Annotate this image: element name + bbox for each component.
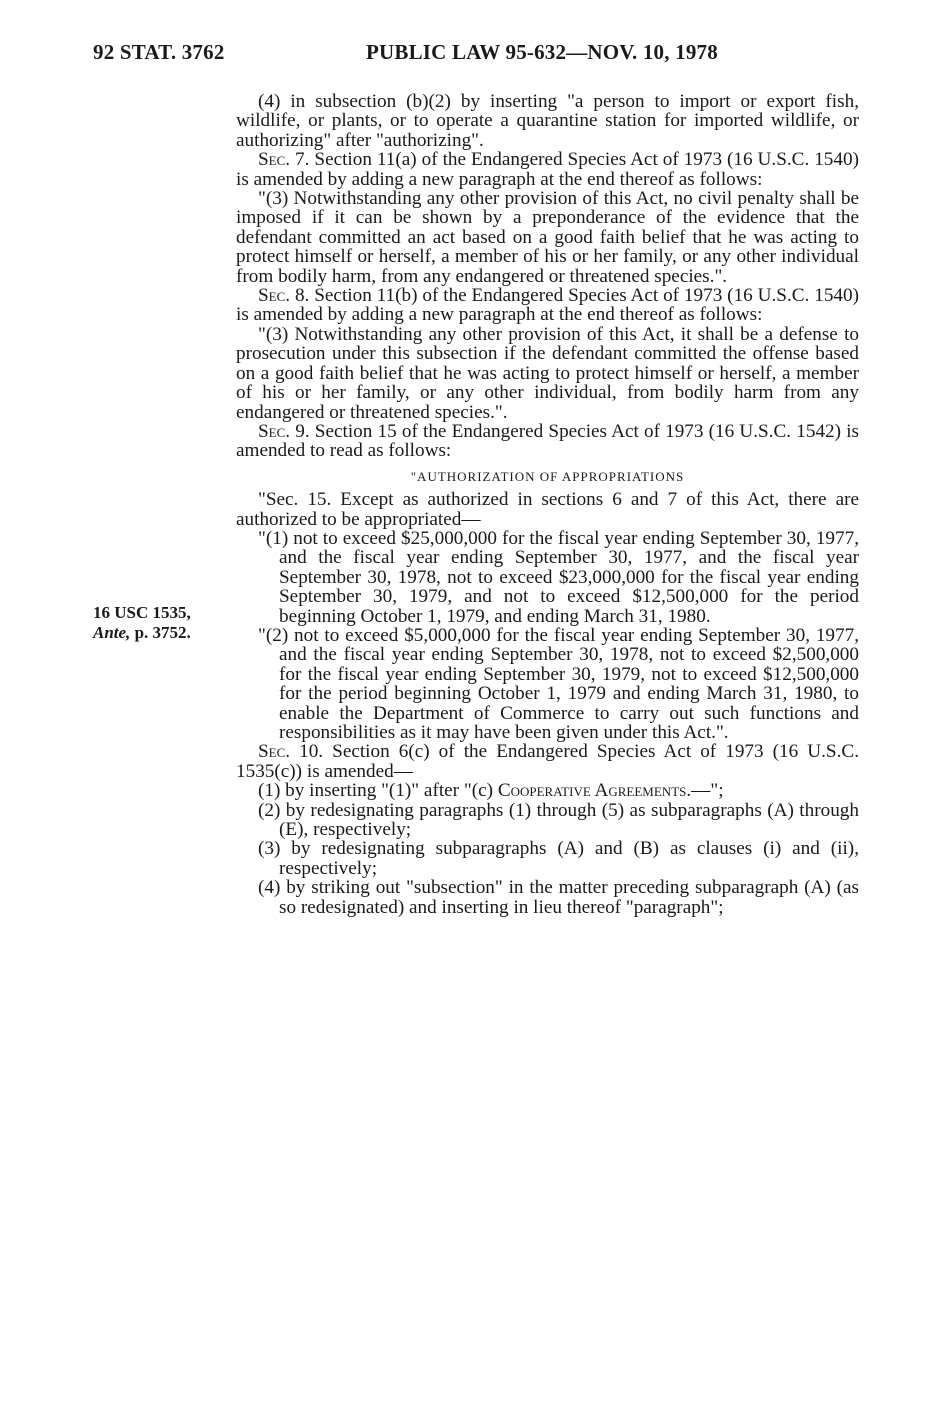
section-7-quote: "(3) Notwithstanding any other provision of this Act, no civil penalty shall be imposed if it can be shown by a preponderance of the evidence that the defendant committed an act based on a good faith belief that he was acting to protect himself or herself, a member of his or her family, or any other individual from bodily harm, from any endangered or threatened species.". xyxy=(236,188,859,287)
section-15-para-1: "(1) not to exceed $25,000,000 for the fiscal year ending September 30, 1977, and the fiscal year ending September 30, 1977, and the fiscal year September 30, 1978, not to exceed $23,000,000 for the fiscal year ending September 30, 1979, and not to exceed $12,500,000 for the period beginning October 1, 1979, and ending March 31, 1980. xyxy=(258,527,859,627)
page-citation: 92 STAT. 3762 xyxy=(93,40,225,64)
section-9: Sec. 9. Section 15 of the Endangered Species Act of 1973 (16 U.S.C. 1542) is amended to read as follows: xyxy=(236,420,859,462)
margin-note-reference: Ante, p. 3752. xyxy=(93,623,191,642)
section-7: Sec. 7. Section 11(a) of the Endangered Species Act of 1973 (16 U.S.C. 1540) is amended by adding a new paragraph at the end thereof as follows: xyxy=(236,149,859,190)
section-15-intro: "Sec. 15. Except as authorized in sections 6 and 7 of this Act, there are authorized to be appropriated— xyxy=(236,489,859,530)
section-10: Sec. 10. Section 6(c) of the Endangered Species Act of 1973 (16 U.S.C. 1535(c)) is amended— xyxy=(236,741,859,782)
running-head: PUBLIC LAW 95-632—NOV. 10, 1978 xyxy=(366,40,718,64)
margin-note xyxy=(93,603,191,643)
section-8: Sec. 8. Section 11(b) of the Endangered Species Act of 1973 (16 U.S.C. 1540) is amended by adding a new paragraph at the end thereof as follows: xyxy=(236,285,859,326)
section-10-item-1: (1) by inserting "(1)" after "(c) Cooperative Agreements.—"; xyxy=(258,780,724,802)
section-10-item-3: (3) by redesignating subparagraphs (A) and (B) as clauses (i) and (ii), respectively; xyxy=(258,838,859,879)
statute-body xyxy=(236,92,859,917)
margin-note-citation: 16 USC 1535, xyxy=(93,603,191,622)
section-8-quote: "(3) Notwithstanding any other provision of this Act, it shall be a defense to prosecution under this subsection if the defendant committed the offense based on a good faith belief that he was acting to protect himself or herself, a member of his or her family, or any other individual, from bodily harm from any endangered or threatened species.". xyxy=(236,323,859,423)
section-10-item-4: (4) by striking out "subsection" in the matter preceding subparagraph (A) (as so redesignated) and inserting in lieu thereof "paragraph"; xyxy=(258,877,859,918)
section-10-item-2: (2) by redesignating paragraphs (1) through (5) as subparagraphs (A) through (E), respectively; xyxy=(258,799,859,841)
paragraph-amendment-4: (4) in subsection (b)(2) by inserting "a person to import or export fish, wildlife, or plants, or to operate a quarantine station for imported wildlife, or authorizing" after "authorizing". xyxy=(236,91,859,151)
section-15-para-2: "(2) not to exceed $5,000,000 for the fiscal year ending September 30, 1977, and the fiscal year ending September 30, 1978, not to exceed $2,500,000 for the fiscal year ending September 30, 1979, not to exceed $12,500,000 for the period beginning October 1, 1979 and ending March 31, 1980, to enable the Department of Commerce to carry out such functions and responsibilities as it may have been given under this Act.". xyxy=(258,624,859,743)
section-heading: "AUTHORIZATION OF APPROPRIATIONS xyxy=(410,468,685,484)
